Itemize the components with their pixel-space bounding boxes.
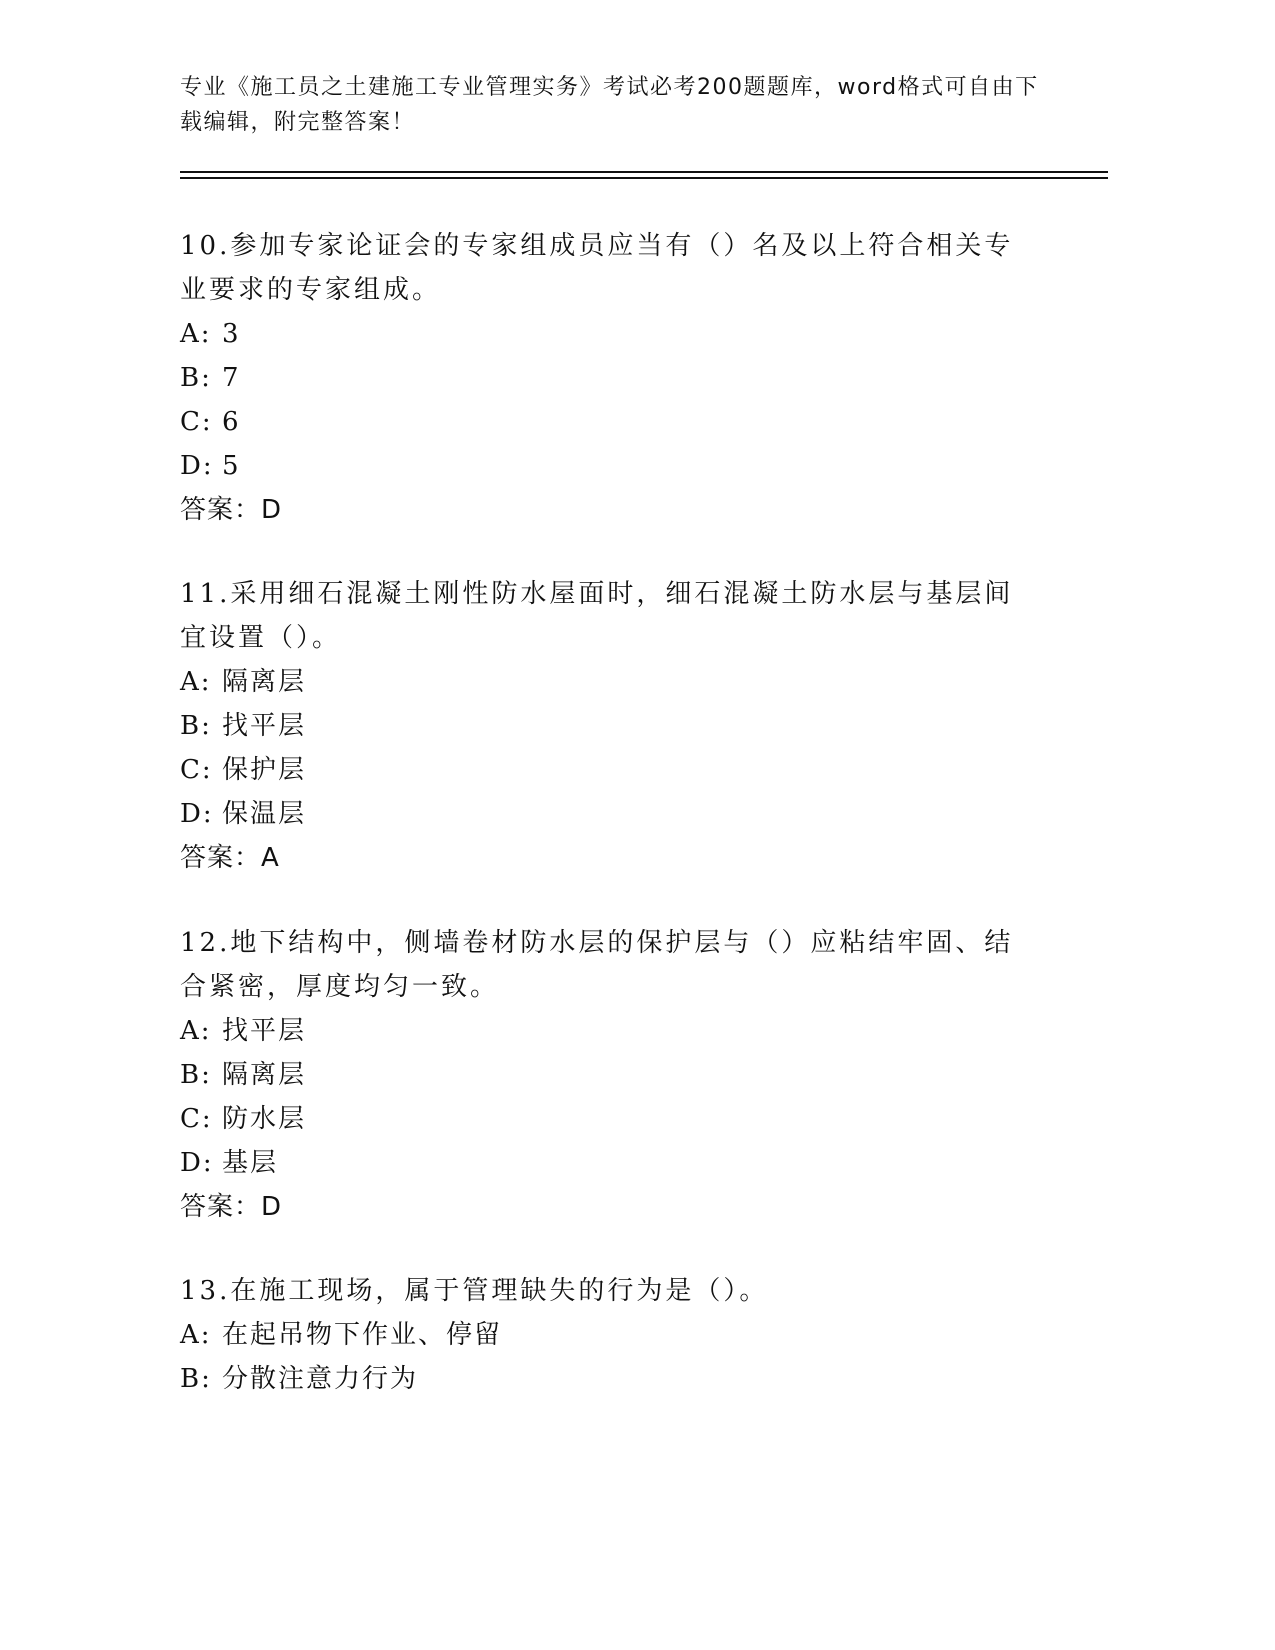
option-text: 7 — [222, 363, 241, 393]
option-b — [180, 1053, 1040, 1097]
option-b — [180, 356, 1040, 400]
answer-line: 答案：D — [180, 495, 283, 525]
option-text: 隔离层 — [222, 667, 307, 697]
option-text: 6 — [222, 407, 241, 437]
question-10 — [180, 224, 1040, 532]
option-c — [180, 748, 1040, 792]
option-d — [180, 1141, 1040, 1185]
option-letter: A: — [180, 319, 212, 349]
option-letter: D: — [180, 799, 214, 829]
option-letter: D: — [180, 1148, 214, 1178]
option-text: 保温层 — [222, 799, 307, 829]
option-d — [180, 792, 1040, 836]
option-a — [180, 1009, 1040, 1053]
option-text: 基层 — [222, 1148, 279, 1178]
option-letter: C: — [180, 407, 213, 437]
option-text: 在起吊物下作业、停留 — [222, 1320, 503, 1350]
header-text: 专业《施工员之土建施工专业管理实务》考试必考200题题库，word格式可自由下载编辑，附完整答案！ — [180, 75, 1039, 135]
option-letter: C: — [180, 1104, 213, 1134]
option-letter: B: — [180, 711, 212, 741]
option-c — [180, 1097, 1040, 1141]
option-letter: D: — [180, 451, 214, 481]
answer-line: 答案：A — [180, 843, 280, 873]
option-letter: C: — [180, 755, 213, 785]
option-letter: A: — [180, 1016, 212, 1046]
option-a — [180, 660, 1040, 704]
option-text: 3 — [222, 319, 241, 349]
option-text: 隔离层 — [222, 1060, 307, 1090]
question-stem: 10.参加专家论证会的专家组成员应当有（）名及以上符合相关专业要求的专家组成。 — [180, 231, 1014, 305]
question-11 — [180, 572, 1040, 880]
option-d — [180, 444, 1040, 488]
document-header — [180, 70, 1040, 140]
option-letter: B: — [180, 1364, 212, 1394]
option-b — [180, 1357, 1040, 1401]
answer-line: 答案：D — [180, 1192, 283, 1222]
option-text: 分散注意力行为 — [222, 1364, 419, 1394]
question-stem: 11.采用细石混凝土刚性防水屋面时，细石混凝土防水层与基层间宜设置（）。 — [180, 579, 1014, 653]
question-12 — [180, 921, 1040, 1229]
header-divider-top — [180, 171, 1108, 173]
option-text: 找平层 — [222, 711, 307, 741]
question-stem: 13.在施工现场，属于管理缺失的行为是（）。 — [180, 1276, 769, 1306]
option-text: 防水层 — [222, 1104, 307, 1134]
option-c — [180, 400, 1040, 444]
option-a — [180, 312, 1040, 356]
option-letter: A: — [180, 1320, 212, 1350]
option-letter: B: — [180, 1060, 212, 1090]
option-text: 保护层 — [222, 755, 307, 785]
question-stem: 12.地下结构中，侧墙卷材防水层的保护层与（）应粘结牢固、结合紧密，厚度均匀一致。 — [180, 928, 1014, 1002]
option-b — [180, 704, 1040, 748]
option-a — [180, 1313, 1040, 1357]
option-letter: B: — [180, 363, 212, 393]
option-text: 找平层 — [222, 1016, 307, 1046]
header-divider-bottom — [180, 177, 1108, 179]
option-text: 5 — [222, 451, 241, 481]
question-13 — [180, 1269, 1040, 1401]
option-letter: A: — [180, 667, 212, 697]
